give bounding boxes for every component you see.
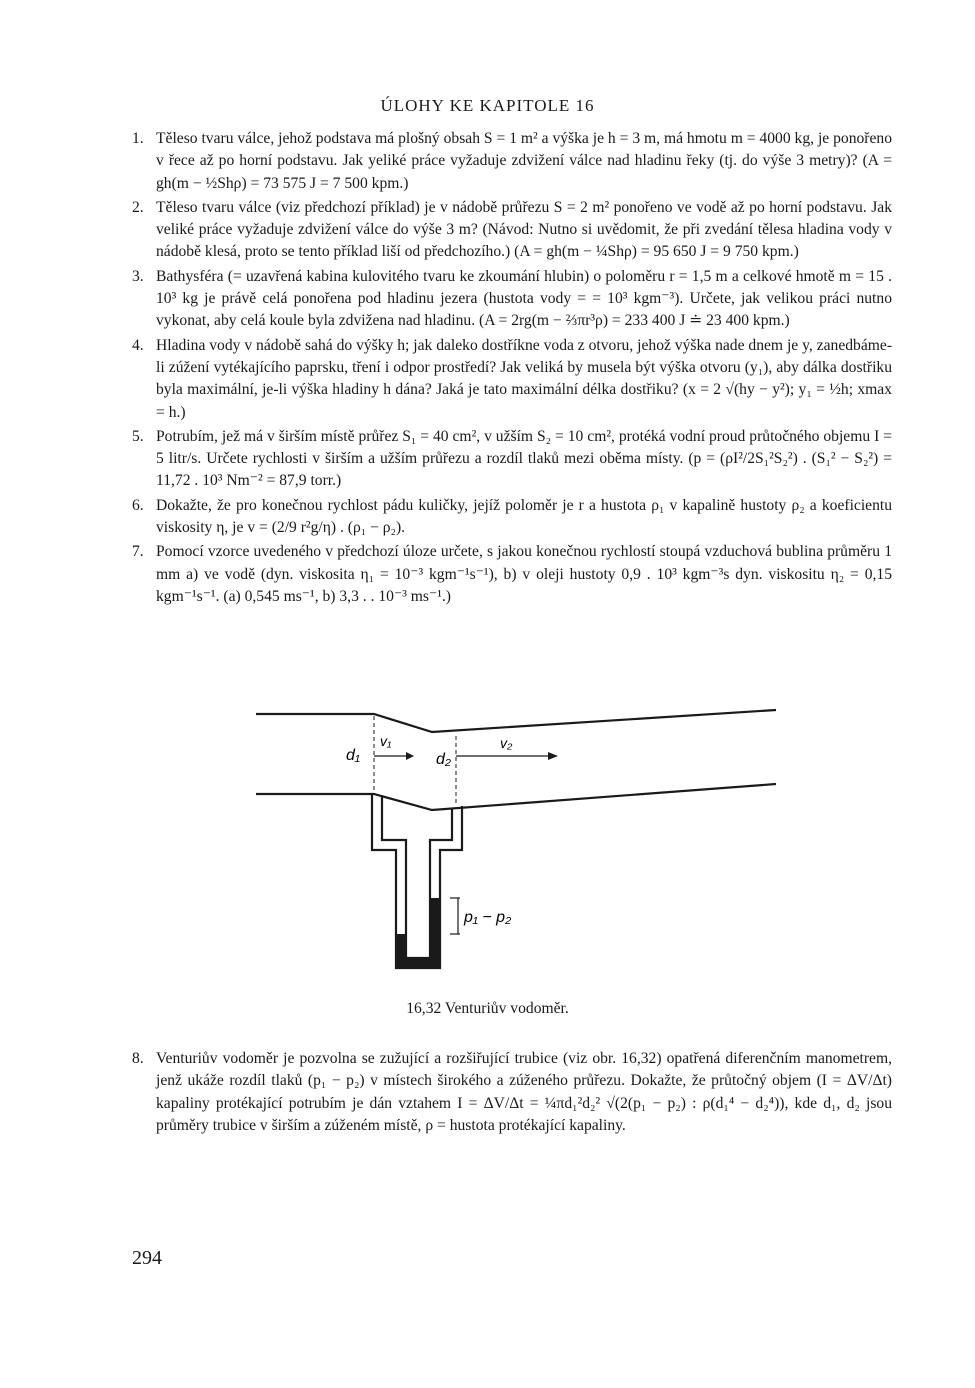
problem-number: 3.: [132, 267, 144, 285]
v2-arrowhead: [548, 752, 558, 760]
pipe-bottom-wall: [256, 784, 776, 810]
problem-number: 1.: [132, 130, 144, 147]
problem-text: Venturiův vodoměr je pozvolna se zužující a rozšiřující trubice (viz obr. 16,32) opatřená diferenčním manometrem, jenž ukáže rozdíl tlaků (p₁ − p₂) v místech širokého a zúženého průřezu. Dokažte, že průtočný objem (I = ΔV/Δt) kapaliny protékající potrubím je dán vztahem I = ΔV/Δt = ¼πd₁²d₂² √(2(p₁ − p₂) : ρ(d₁⁴ − d₂⁴)), kde d₁, d₂ jsou průměry trubice v širším a zúženém místě, ρ = hustota protékající kapaliny.: [156, 1050, 892, 1134]
manometer-outer: [372, 794, 462, 968]
problem-text: Bathysféra (= uzavřená kabina kulovitého tvaru ke zkoumání hlubin) o poloměru r = 1,5 m a celkové hmotě m = 15 . 10³ kg je právě celá ponořena pod hladinu jezera (hustota vody = = 10³ kgm⁻³). Určete, jak velikou práci nutno vykonat, aby celá koule byla zdvižena nad hladinu. (A = 2rg(m − ⅔πr³ρ) = 233 400 J ≐ 23 400 kpm.): [156, 267, 892, 330]
label-v1: v₁: [380, 733, 392, 749]
problem-text: Potrubím, jež má v širším místě průřez S₁ = 40 cm², v užším S₂ = 10 cm², protéká vodní proud průtočného objemu I = 5 litr/s. Určete rychlosti v širším a užším průřezu a rozdíl tlaků mezi oběma místy. (p = (ρI²/2S₁²S₂²) . (S₁² − S₂²) = 11,72 . 10³ Nm⁻² = 87,9 torr.): [156, 427, 892, 490]
manometer-inner: [382, 796, 452, 958]
problem-text: Dokažte, že pro konečnou rychlost pádu kuličky, jejíž poloměr je r a hustota ρ₁ v kapalině hustoty ρ₂ a koeficientu viskosity η, je v = (2/9 r²g/η) . (ρ₁ − ρ₂).: [156, 496, 892, 537]
label-d2: d₂: [436, 751, 451, 768]
label-dp: p₁ − p₂: [464, 909, 512, 926]
problem-item: [132, 541, 892, 608]
problem-number: 4.: [132, 336, 144, 354]
problem-text: Hladina vody v nádobě sahá do výšky h; jak daleko dostříkne voda z otvoru, jehož výška nade dnem je y, zanedbáme-li zúžení vytékajícího paprsku, tření i odpor prostředí? Jak veliká by musela být výška otvoru (y₁), aby dálka dostřiku byla maximální, je-li výška hladiny h dána? Jaká je tato maximální délka dostřiku? (x = 2 √(hy − y²); y₁ = ½h; xmax = h.): [156, 336, 893, 421]
problem-text: Těleso tvaru válce, jehož podstava má plošný obsah S = 1 m² a výška je h = 3 m, má hmotu m = 4000 kg, je ponořeno v řece až po horní podstavu. Jak yeliké práce vyžaduje zdvižení válce nad hladinu řeky (tj. do výše 3 metry)? (A = gh(m − ½Shρ) = 73 575 J = 7 500 kpm.): [156, 130, 892, 192]
problem-number: 2.: [132, 198, 144, 216]
venturi-figure: [256, 700, 776, 980]
problem-text: Těleso tvaru válce (viz předchozí příklad) je v nádobě průřezu S = 2 m² ponořeno ve vodě až po horní podstavu. Jak veliké práce vyžaduje zdvižení válce do výše 3 m? (Návod: Nutno si uvědomit, že při zvedání tělesa hladina vody v nádobě klesá, proto se tento příklad liší od předchozího.) (A = gh(m − ¼Shρ) = 95 650 J = 9 750 kpm.): [156, 198, 892, 261]
label-v2: v₂: [500, 735, 513, 751]
problem-item: [132, 495, 892, 540]
problem-list: [132, 128, 892, 608]
problem-item: [132, 1048, 892, 1137]
page-number: 294: [132, 1247, 162, 1269]
problem-number: 5.: [132, 427, 144, 445]
problem-number: 6.: [132, 496, 144, 514]
v1-arrowhead: [406, 752, 414, 760]
problem-text: Pomocí vzorce uvedeného v předchozí úloze určete, s jakou konečnou rychlostí stoupá vzduchová bublina průměru 1 mm a) ve vodě (dyn. viskosita η₁ = 10⁻³ kgm⁻¹s⁻¹), b) v oleji hustoty 0,9 . 10³ kgm⁻³s dyn. viskositu η₂ = 0,15 kgm⁻¹s⁻¹. (a) 0,545 ms⁻¹, b) 3,3 . . 10⁻³ ms⁻¹.): [156, 543, 892, 605]
venturi-diagram: [256, 700, 776, 980]
page-heading: ÚLOHY KE KAPITOLE 16: [380, 96, 595, 115]
problem-number: 7.: [132, 543, 144, 561]
problem-item: [132, 128, 892, 195]
problem-item: [132, 426, 892, 493]
pipe-top-wall: [256, 710, 776, 732]
problem-number: 8.: [132, 1050, 144, 1067]
problem-item: [132, 197, 892, 264]
problem-item: [132, 266, 892, 333]
problem-item: [132, 335, 892, 424]
label-d1: d₁: [346, 747, 360, 764]
figure-caption: 16,32 Venturiův vodoměr.: [406, 1000, 569, 1017]
